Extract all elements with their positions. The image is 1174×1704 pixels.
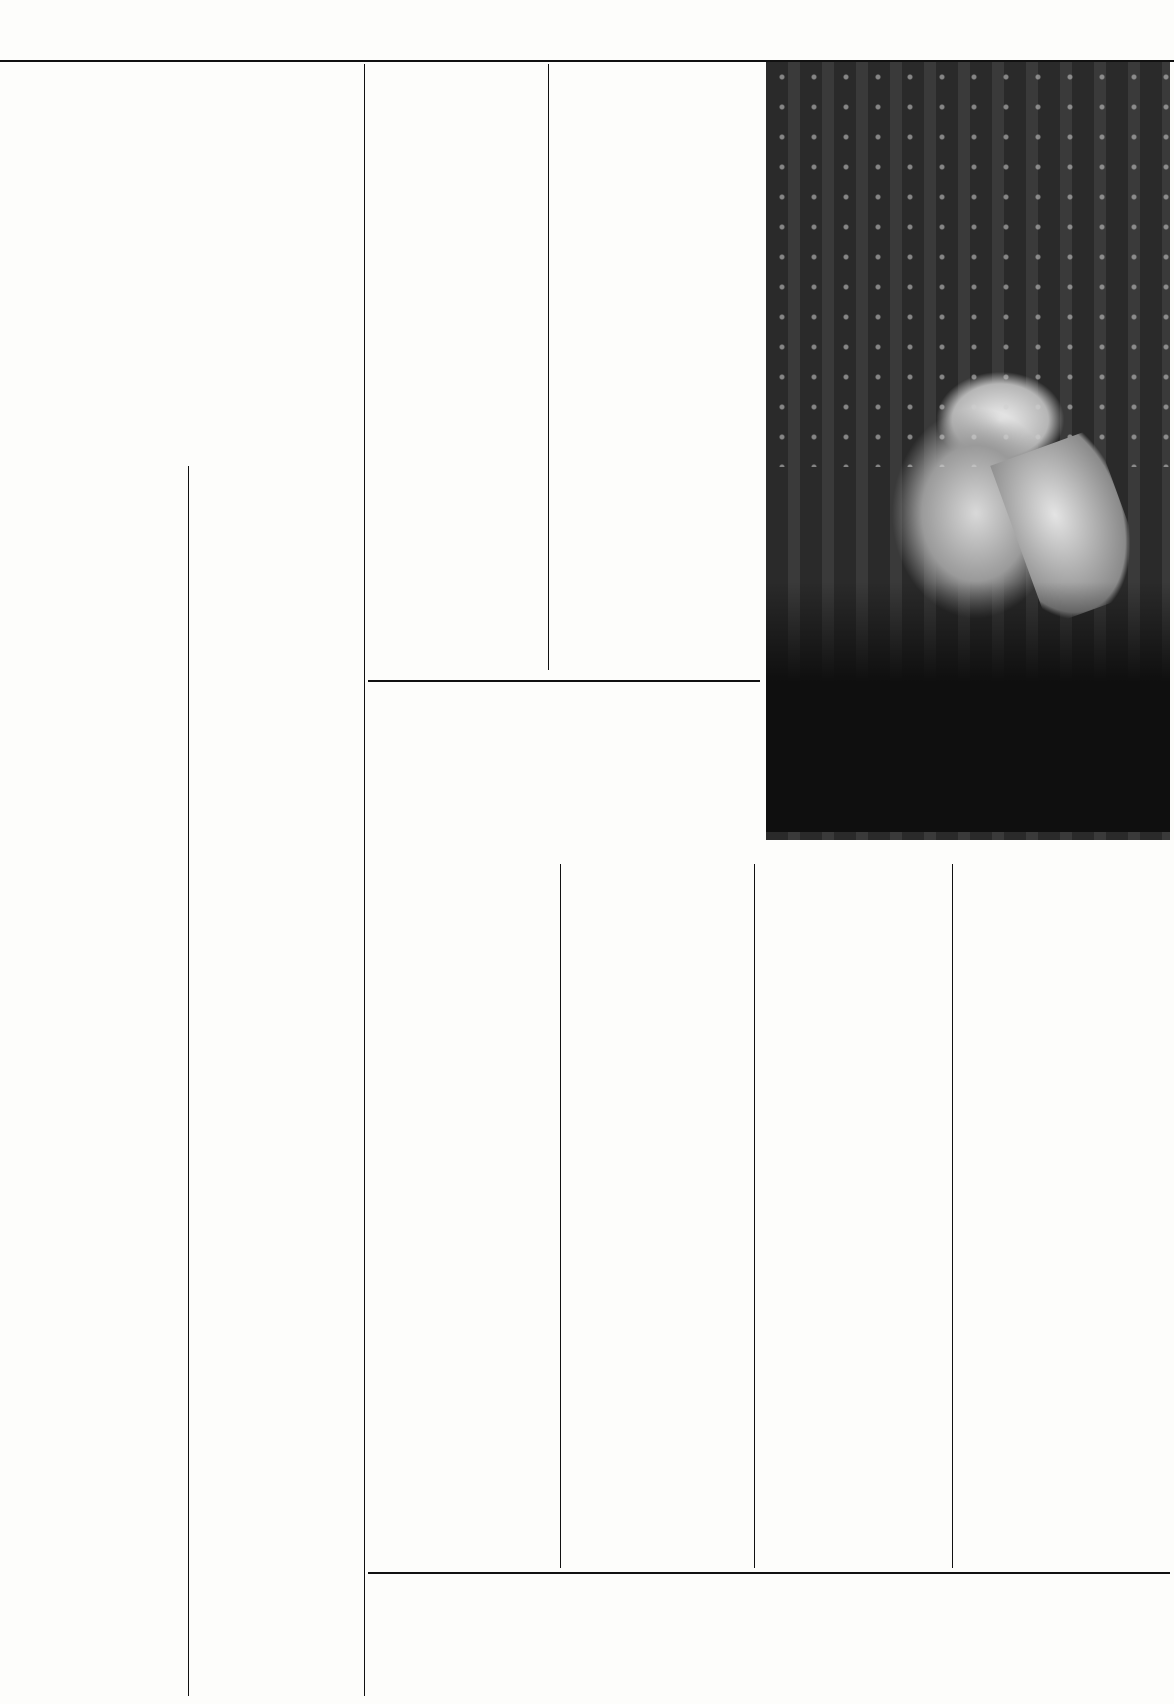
article1-column-a bbox=[14, 460, 184, 1694]
article2-column-c bbox=[372, 64, 544, 670]
article1-lead bbox=[14, 258, 358, 454]
article2-column-h bbox=[956, 862, 1152, 1442]
rule bbox=[368, 1572, 1170, 1574]
rule bbox=[368, 680, 760, 682]
column-divider bbox=[560, 864, 561, 1568]
article2-column-e bbox=[372, 862, 556, 1570]
article2-column-g bbox=[758, 862, 948, 1570]
photo-babkina bbox=[766, 62, 1170, 840]
article1-column-b bbox=[193, 460, 361, 1694]
story1-text bbox=[372, 1646, 932, 1696]
column-divider bbox=[952, 864, 953, 1568]
vertical-rule bbox=[364, 64, 365, 1696]
column-divider bbox=[754, 864, 755, 1568]
column-divider bbox=[188, 466, 189, 1696]
column-divider bbox=[548, 64, 549, 670]
article2-column-f bbox=[564, 862, 750, 1570]
article2-column-d bbox=[553, 64, 753, 670]
